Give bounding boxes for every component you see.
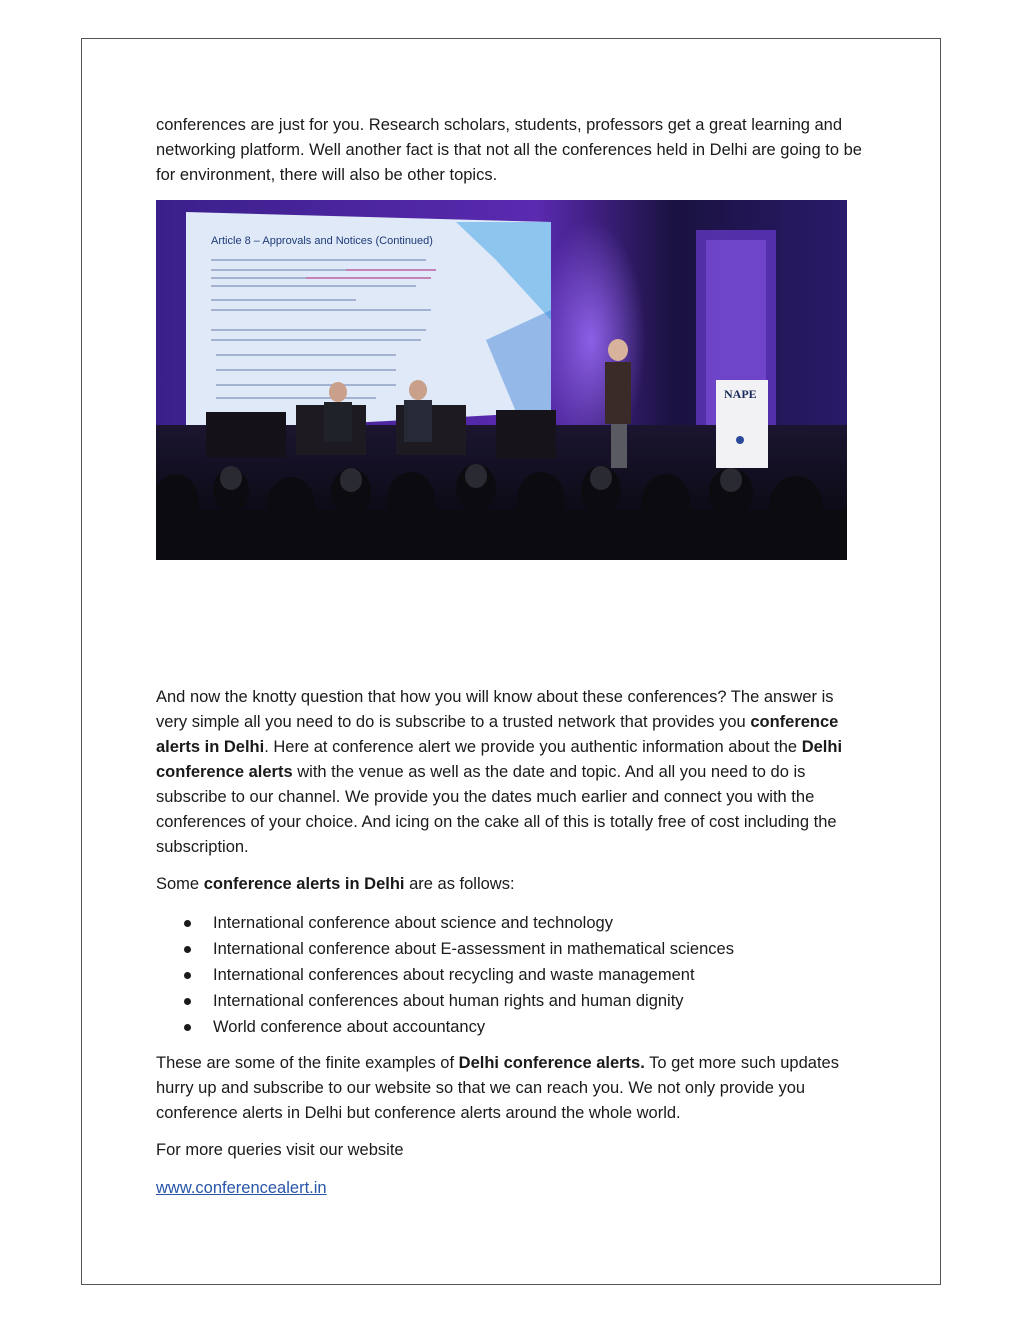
list-item-text: International conferences about human rights and human dignity xyxy=(213,992,684,1010)
list-item xyxy=(156,910,866,936)
bold-keyword: Delhi conference alerts. xyxy=(458,1054,645,1072)
list-item-text: International conference about E-assessment in mathematical sciences xyxy=(213,940,734,958)
list-item xyxy=(156,962,866,988)
conference-photo xyxy=(156,200,847,560)
intro-paragraph: conferences are just for you. Research scholars, students, professors get a great learning and networking platform. Well another fact is that not all the conferences held in Delhi are going to be for environment, there will also be other topics. xyxy=(156,116,862,184)
text-segment: are as follows: xyxy=(404,875,515,893)
text-segment: . Here at conference alert we provide you authentic information about the xyxy=(264,738,802,756)
list-item xyxy=(156,988,866,1014)
bullet-icon xyxy=(184,946,191,953)
subscription-paragraph xyxy=(156,685,866,860)
bold-keyword: conference alerts in Delhi xyxy=(203,875,405,893)
text-segment: with the venue as well as the date and topic. And all you need to do is subscribe to our channel. We provide you the dates much earlier and connect you with the conferences of your choice. And icing on the cake all of this is totally free of cost including the subscription. xyxy=(156,763,837,856)
conference-list xyxy=(156,910,866,1040)
bold-keyword: Delhi conference alerts xyxy=(156,738,843,781)
bullet-icon xyxy=(184,1024,191,1031)
examples-paragraph xyxy=(156,1051,866,1126)
bullet-icon xyxy=(184,920,191,927)
website-line xyxy=(156,1176,866,1201)
text-segment: And now the knotty question that how you will know about these conferences? The answer is very simple all you need to do is subscribe to a trusted network that provides you xyxy=(156,688,834,731)
list-item-text: World conference about accountancy xyxy=(213,1018,486,1036)
podium-logo: NAPE xyxy=(724,387,757,401)
website-link[interactable]: www.conferencealert.in xyxy=(156,1179,327,1197)
bullet-icon xyxy=(184,972,191,979)
list-item xyxy=(156,1014,866,1040)
bold-keyword: conference alerts in Delhi xyxy=(156,713,839,756)
slide-title: Article 8 – Approvals and Notices (Continued) xyxy=(211,235,433,247)
list-item-text: International conference about science and technology xyxy=(213,914,613,932)
bullet-icon xyxy=(184,998,191,1005)
list-item xyxy=(156,936,866,962)
text-segment: Some xyxy=(156,875,204,893)
text-segment: These are some of the finite examples of xyxy=(156,1054,459,1072)
list-item-text: International conferences about recycling and waste management xyxy=(213,966,695,984)
list-intro-paragraph xyxy=(156,872,866,897)
text-segment: To get more such updates hurry up and subscribe to our website so that we can reach you. We not only provide you conference alerts in Delhi but conference alerts around the whole world. xyxy=(156,1054,839,1122)
queries-paragraph: For more queries visit our website xyxy=(156,1141,404,1159)
